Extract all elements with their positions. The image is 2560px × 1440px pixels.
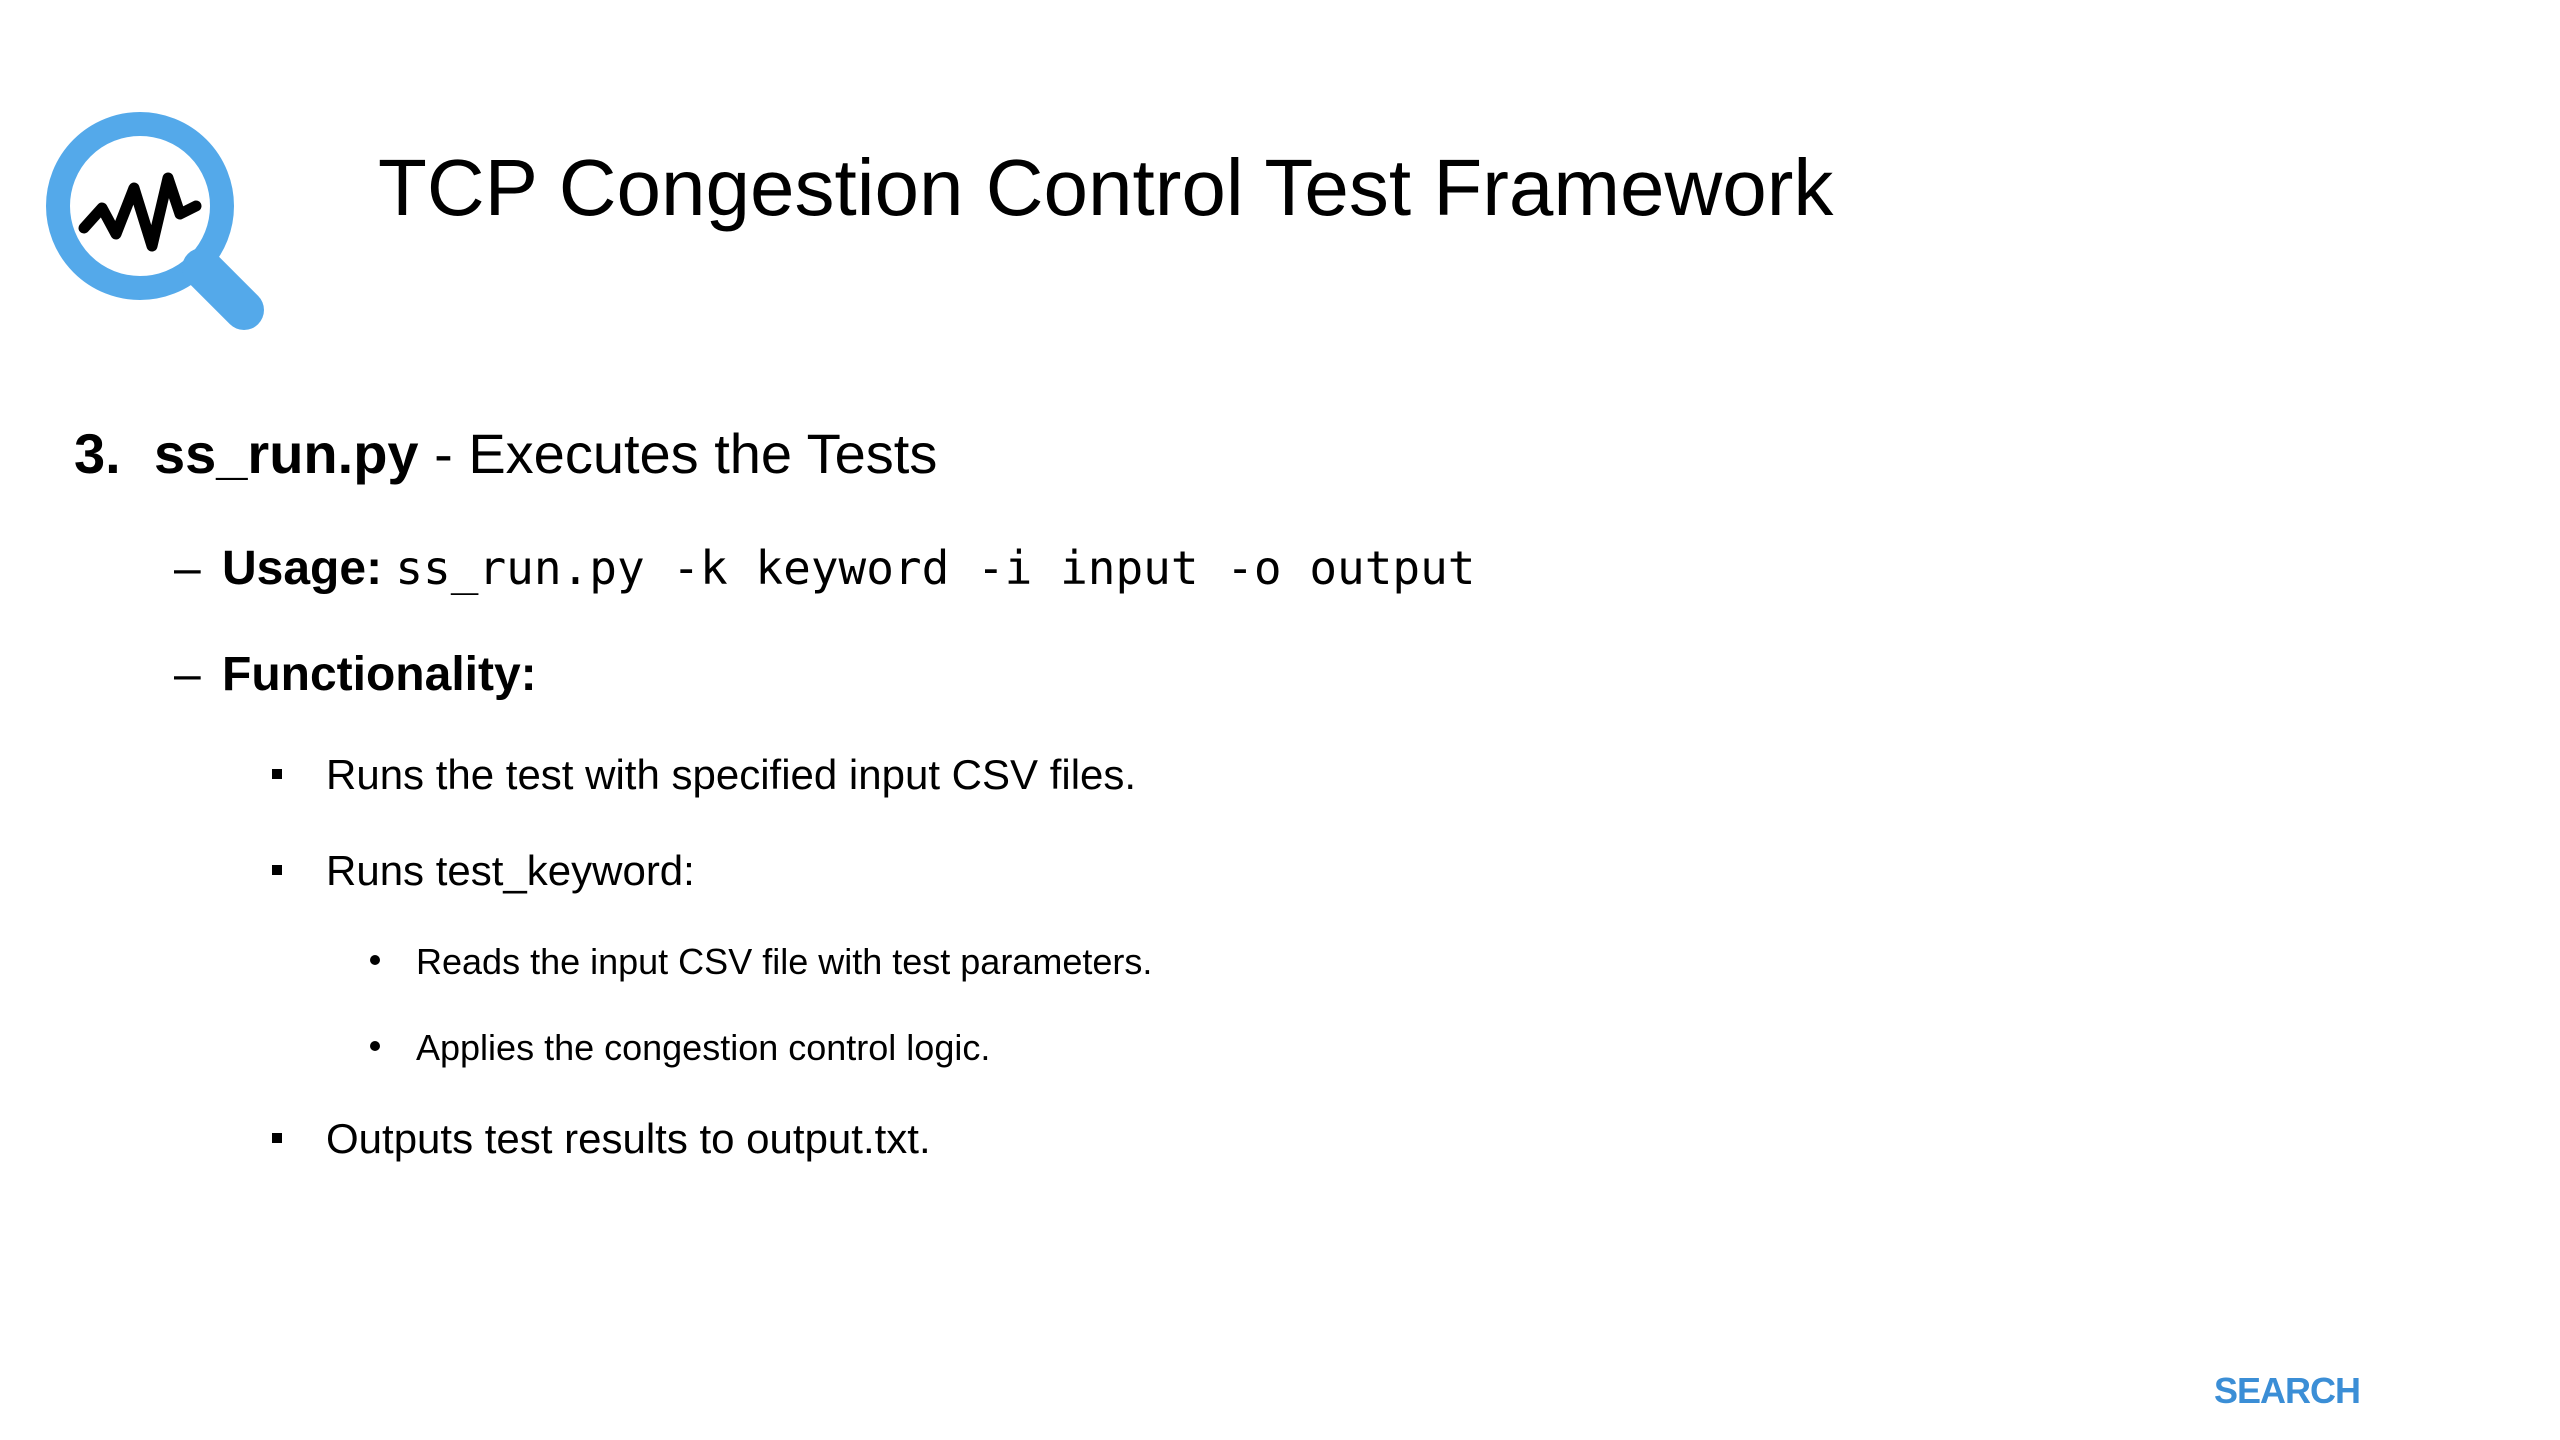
square-bullet-icon — [272, 769, 282, 779]
dash-bullet: – — [174, 648, 201, 701]
square-bullet-icon — [272, 1133, 282, 1143]
section-filename: ss_run.py — [154, 422, 419, 485]
sub-list-item — [370, 1026, 990, 1069]
functionality-line — [174, 646, 537, 704]
usage-line — [174, 540, 1476, 598]
list-item — [272, 750, 1136, 800]
dash-bullet: – — [174, 542, 201, 595]
list-item — [272, 846, 695, 896]
functionality-label: Functionality: — [222, 648, 537, 701]
sub-list-item-text: Applies the congestion control logic. — [416, 1027, 991, 1068]
sub-list-item-text: Reads the input CSV file with test parameters. — [416, 941, 1153, 982]
logo-magnifier-waveform-icon — [44, 110, 264, 330]
sub-list-item — [370, 940, 1152, 983]
dot-bullet-icon — [370, 955, 380, 965]
usage-command: ss_run.py -k keyword -i input -o output — [395, 541, 1476, 595]
search-brand-label: SEARCH — [2214, 1370, 2361, 1411]
dot-bullet-icon — [370, 1041, 380, 1051]
list-item-text: Outputs test results to output.txt. — [326, 1115, 931, 1162]
page-title: TCP Congestion Control Test Framework — [378, 143, 1834, 232]
usage-label: Usage: — [222, 542, 383, 595]
square-bullet-icon — [272, 865, 282, 875]
list-item — [272, 1114, 931, 1164]
section-description: - Executes the Tests — [418, 422, 938, 485]
list-item-text: Runs the test with specified input CSV files. — [326, 751, 1137, 798]
section-number: 3. — [74, 422, 121, 485]
list-item-text: Runs test_keyword: — [326, 847, 695, 894]
section-heading — [74, 420, 937, 487]
